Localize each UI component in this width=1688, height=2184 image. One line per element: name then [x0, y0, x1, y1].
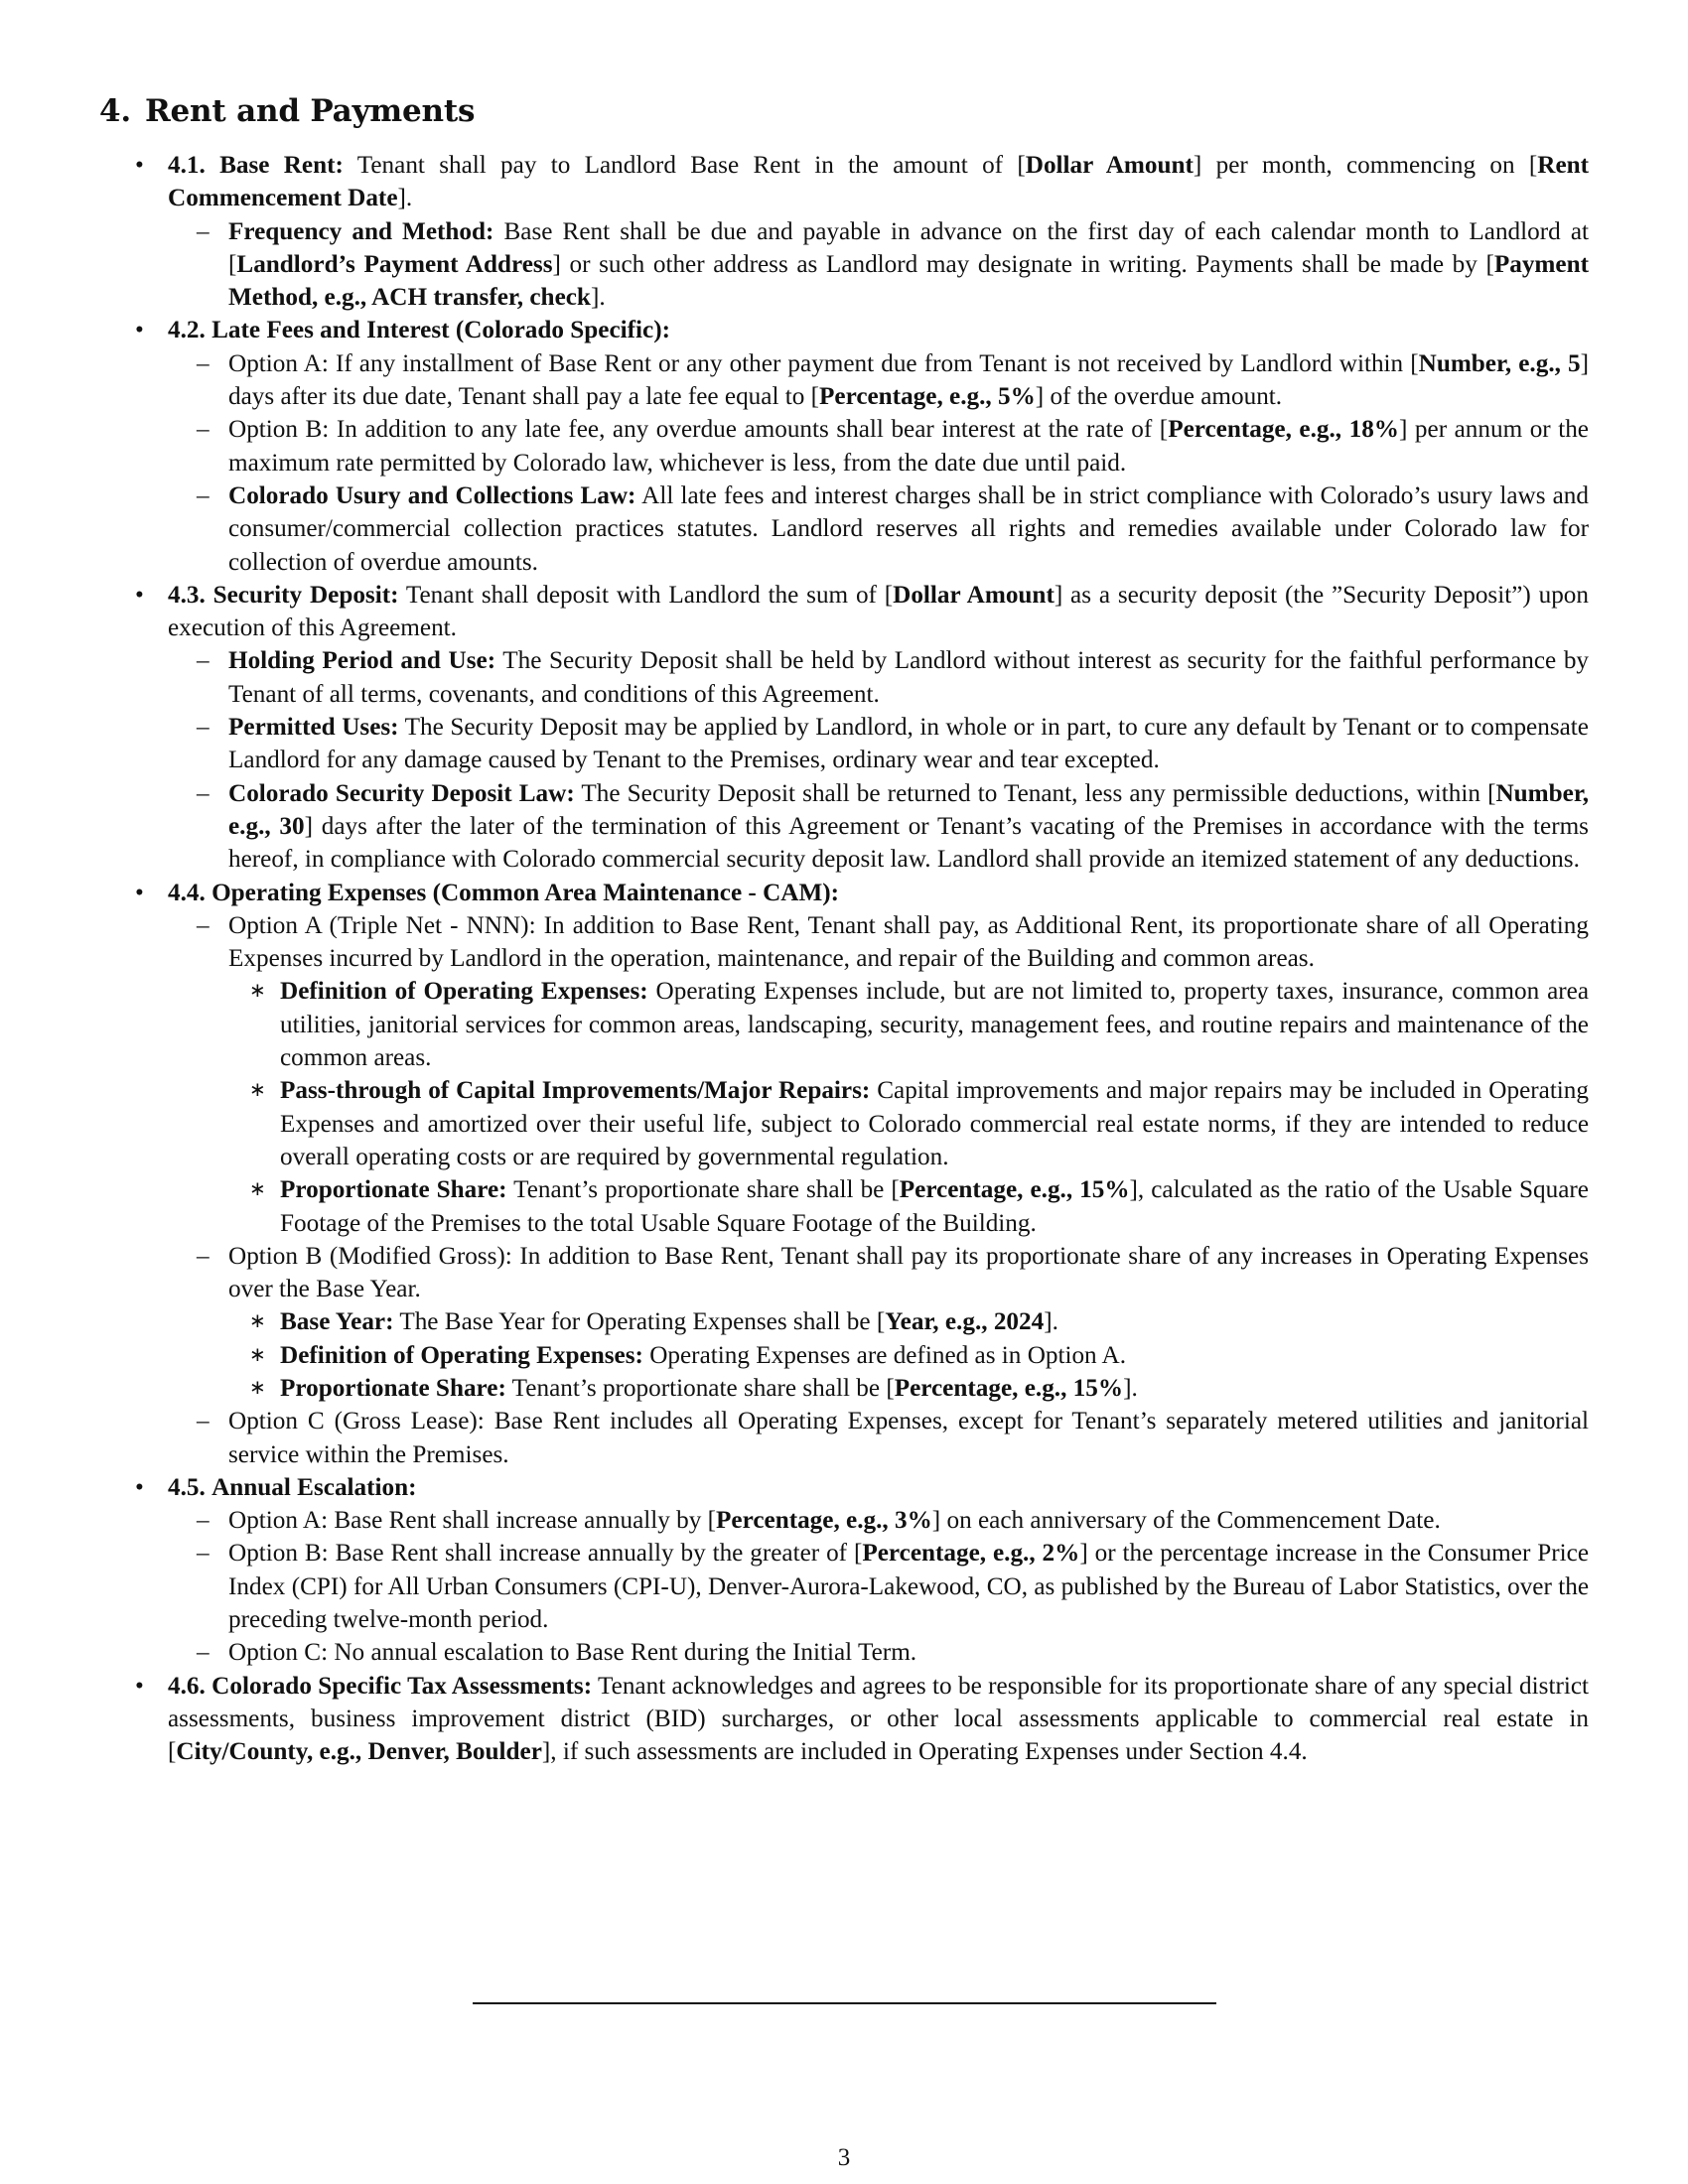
section-body [99, 149, 1589, 1769]
clause-number: 4.1. [168, 152, 206, 179]
clause-4-4-b-share: ∗ Proportionate Share: Tenant’s proportionate share shall be [Percentage, e.g., 15%]. [99, 1372, 1589, 1405]
asterisk-icon: ∗ [249, 980, 266, 1003]
placeholder: Percentage, e.g., 15% [894, 1374, 1124, 1402]
asterisk-icon: ∗ [249, 1178, 266, 1201]
clause-4-5-option-c: – Option C: No annual escalation to Base Rent during the Initial Term. [99, 1636, 1589, 1669]
subclause-title: Colorado Security Deposit Law: [228, 779, 575, 807]
subclause-title: Base Year: [280, 1308, 394, 1336]
clause-4-3: • 4.3. Security Deposit: Tenant shall deposit with Landlord the sum of [Dollar Amount] as a security deposit (the ”Security Deposit”) upon execution of this Agreement. [99, 579, 1589, 645]
clause-4-4-b-definition: ∗ Definition of Operating Expenses: Operating Expenses are defined as in Option A. [99, 1339, 1589, 1372]
dash-icon: – [197, 647, 210, 675]
bullet-icon: • [135, 581, 144, 609]
subclause-title: Holding Period and Use: [228, 647, 496, 675]
clause-title: Operating Expenses (Common Area Maintenance - CAM): [211, 879, 840, 906]
clause-title: Base Rent: [219, 152, 344, 179]
dash-icon: – [197, 1408, 210, 1435]
section-heading [99, 93, 475, 129]
clause-4-6: • 4.6. Colorado Specific Tax Assessments: Tenant acknowledges and agrees to be responsible for its proportionate share of any special district assessments, business improvement district (BID) surcharges, or other local assessments applicable to commercial real estate in [City/County, e.g., Denver, Boulder], if such assessments are included in Operating Expenses under Section 4.4. [99, 1670, 1589, 1769]
clause-4-1: • 4.1. Base Rent: Tenant shall pay to Landlord Base Rent in the amount of [Dollar Amount] per month, commencing on [Rent Commencement Date]. [99, 149, 1589, 215]
clause-4-4-b-base-year: ∗ Base Year: The Base Year for Operating Expenses shall be [Year, e.g., 2024]. [99, 1305, 1589, 1338]
clause-4-4 [99, 877, 1589, 909]
placeholder: Number, e.g., 30 [228, 779, 1590, 840]
dash-icon: – [197, 779, 210, 807]
asterisk-icon: ∗ [249, 1079, 266, 1102]
placeholder: Percentage, e.g., 2% [862, 1540, 1080, 1568]
placeholder: Dollar Amount [893, 581, 1055, 609]
clause-4-2-option-b: – Option B: In addition to any late fee, any overdue amounts shall bear interest at the rate of [Percentage, e.g., 18%] per annum or the maximum rate permitted by Colorado law, whichever is less, from the date due until paid. [99, 413, 1589, 479]
clause-4-4-a-pass-through: ∗ Pass-through of Capital Improvements/Major Repairs: Capital improvements and major repairs may be included in Operating Expenses and amortized over their useful life, subject to Colorado commercial real estate norms, if they are intended to reduce overall operating costs or are required by governmental regulation. [99, 1074, 1589, 1173]
clause-4-4-option-a: – Option A (Triple Net - NNN): In addition to Base Rent, Tenant shall pay, as Additional Rent, its proportionate share of all Operating Expenses incurred by Landlord in the operation, maintenance, and repair of the Building and common areas. [99, 909, 1589, 976]
dash-icon: – [197, 1540, 210, 1568]
dash-icon: – [197, 349, 210, 377]
asterisk-icon: ∗ [249, 1310, 266, 1333]
subclause-title: Proportionate Share: [280, 1374, 506, 1402]
section-number: 4. [99, 93, 131, 129]
clause-title: Security Deposit: [212, 581, 399, 609]
dash-icon: – [197, 911, 210, 939]
subclause-title: Colorado Usury and Collections Law: [228, 481, 636, 509]
dash-icon: – [197, 1242, 210, 1270]
placeholder: Number, e.g., 5 [1418, 349, 1581, 377]
dash-icon: – [197, 217, 210, 245]
clause-4-2-usury: – Colorado Usury and Collections Law: All late fees and interest charges shall be in strict compliance with Colorado’s usury laws and consumer/commercial collection practices statutes. Landlord reserves all rights and remedies available under Colorado law for collection of overdue amounts. [99, 479, 1589, 579]
clause-4-5 [99, 1471, 1589, 1504]
placeholder: Percentage, e.g., 3% [716, 1507, 932, 1535]
subclause-title: Definition of Operating Expenses: [280, 1341, 643, 1369]
subclause-title: Definition of Operating Expenses: [280, 978, 648, 1006]
placeholder: Percentage, e.g., 5% [819, 383, 1036, 411]
clause-number: 4.2. [168, 317, 206, 344]
clause-4-4-a-definition: ∗ Definition of Operating Expenses: Operating Expenses include, but are not limited to, property taxes, insurance, common area utilities, janitorial services for common areas, landscaping, security, management fees, and routine repairs and maintenance of the common areas. [99, 975, 1589, 1074]
dash-icon: – [197, 714, 210, 742]
clause-4-4-option-c: – Option C (Gross Lease): Base Rent includes all Operating Expenses, except for Tenant’s separately metered utilities and janitorial service within the Premises. [99, 1405, 1589, 1471]
placeholder: City/County, e.g., Denver, Boulder [176, 1738, 542, 1766]
placeholder: Rent Commencement Date [168, 152, 1590, 212]
bullet-icon: • [135, 317, 144, 344]
clause-title: Annual Escalation: [211, 1473, 417, 1501]
clause-4-2-option-a: – Option A: If any installment of Base Rent or any other payment due from Tenant is not received by Landlord within [Number, e.g., 5] days after its due date, Tenant shall pay a late fee equal to [Percentage, e.g., 5%] of the overdue amount. [99, 347, 1589, 414]
dash-icon: – [197, 1507, 210, 1535]
subclause-title: Permitted Uses: [228, 714, 399, 742]
placeholder: Percentage, e.g., 18% [1168, 416, 1399, 444]
bullet-icon: • [135, 1473, 144, 1501]
clause-4-4-option-b: – Option B (Modified Gross): In addition to Base Rent, Tenant shall pay its proportionate share of any increases in Operating Expenses over the Base Year. [99, 1240, 1589, 1306]
clause-title: Colorado Specific Tax Assessments: [211, 1672, 593, 1700]
placeholder: Year, e.g., 2024 [885, 1308, 1045, 1336]
clause-4-2 [99, 314, 1589, 346]
placeholder: Payment Method, e.g., ACH transfer, check [228, 250, 1589, 312]
clause-title: Late Fees and Interest (Colorado Specific): [211, 317, 671, 344]
asterisk-icon: ∗ [249, 1343, 266, 1366]
clause-number: 4.3. [168, 581, 206, 609]
bullet-icon: • [135, 152, 144, 179]
dash-icon: – [197, 416, 210, 444]
horizontal-rule [473, 2002, 1216, 2004]
placeholder: Dollar Amount [1025, 152, 1194, 179]
clause-4-3-permitted: – Permitted Uses: The Security Deposit may be applied by Landlord, in whole or in part, to cure any default by Tenant or to compensate Landlord for any damage caused by Tenant to the Premises, ordinary wear and tear excepted. [99, 711, 1589, 777]
subclause-title: Proportionate Share: [280, 1176, 507, 1204]
page-number: 3 [837, 2144, 851, 2171]
bullet-icon: • [135, 1672, 144, 1700]
subclause-title: Pass-through of Capital Improvements/Major Repairs: [280, 1077, 871, 1105]
clause-4-4-a-share: ∗ Proportionate Share: Tenant’s proportionate share shall be [Percentage, e.g., 15%], calculated as the ratio of the Usable Square Footage of the Premises to the total Usable Square Footage of the Building. [99, 1173, 1589, 1240]
clause-number: 4.4. [168, 879, 206, 906]
asterisk-icon: ∗ [249, 1376, 266, 1399]
clause-4-1-frequency: – Frequency and Method: Base Rent shall be due and payable in advance on the first day of each calendar month to Landlord at [Landlord’s Payment Address] or such other address as Landlord may designate in writing. Payments shall be made by [Payment Method, e.g., ACH transfer, check]. [99, 215, 1589, 315]
clause-number: 4.5. [168, 1473, 206, 1501]
dash-icon: – [197, 1639, 210, 1667]
subclause-title: Frequency and Method: [228, 217, 494, 245]
clause-4-5-option-a: – Option A: Base Rent shall increase annually by [Percentage, e.g., 3%] on each anniversary of the Commencement Date. [99, 1504, 1589, 1537]
clause-number: 4.6. [168, 1672, 206, 1700]
placeholder: Percentage, e.g., 15% [899, 1176, 1130, 1204]
placeholder: Landlord’s Payment Address [236, 250, 553, 278]
section-title: Rent and Payments [144, 93, 476, 129]
clause-4-3-holding: – Holding Period and Use: The Security Deposit shall be held by Landlord without interest as security for the faithful performance by Tenant of all terms, covenants, and conditions of this Agreement. [99, 644, 1589, 711]
bullet-icon: • [135, 879, 144, 906]
dash-icon: – [197, 481, 210, 509]
clause-4-5-option-b: – Option B: Base Rent shall increase annually by the greater of [Percentage, e.g., 2%] or the percentage increase in the Consumer Price Index (CPI) for All Urban Consumers (CPI-U), Denver-Aurora-Lakewood, CO, as published by the Bureau of Labor Statistics, over the preceding twelve-month period. [99, 1537, 1589, 1636]
clause-4-3-law: – Colorado Security Deposit Law: The Security Deposit shall be returned to Tenant, less any permissible deductions, within [Number, e.g., 30] days after the later of the termination of this Agreement or Tenant’s vacating of the Premises in accordance with the terms hereof, in compliance with Colorado commercial security deposit law. Landlord shall provide an itemized statement of any deductions. [99, 777, 1589, 877]
